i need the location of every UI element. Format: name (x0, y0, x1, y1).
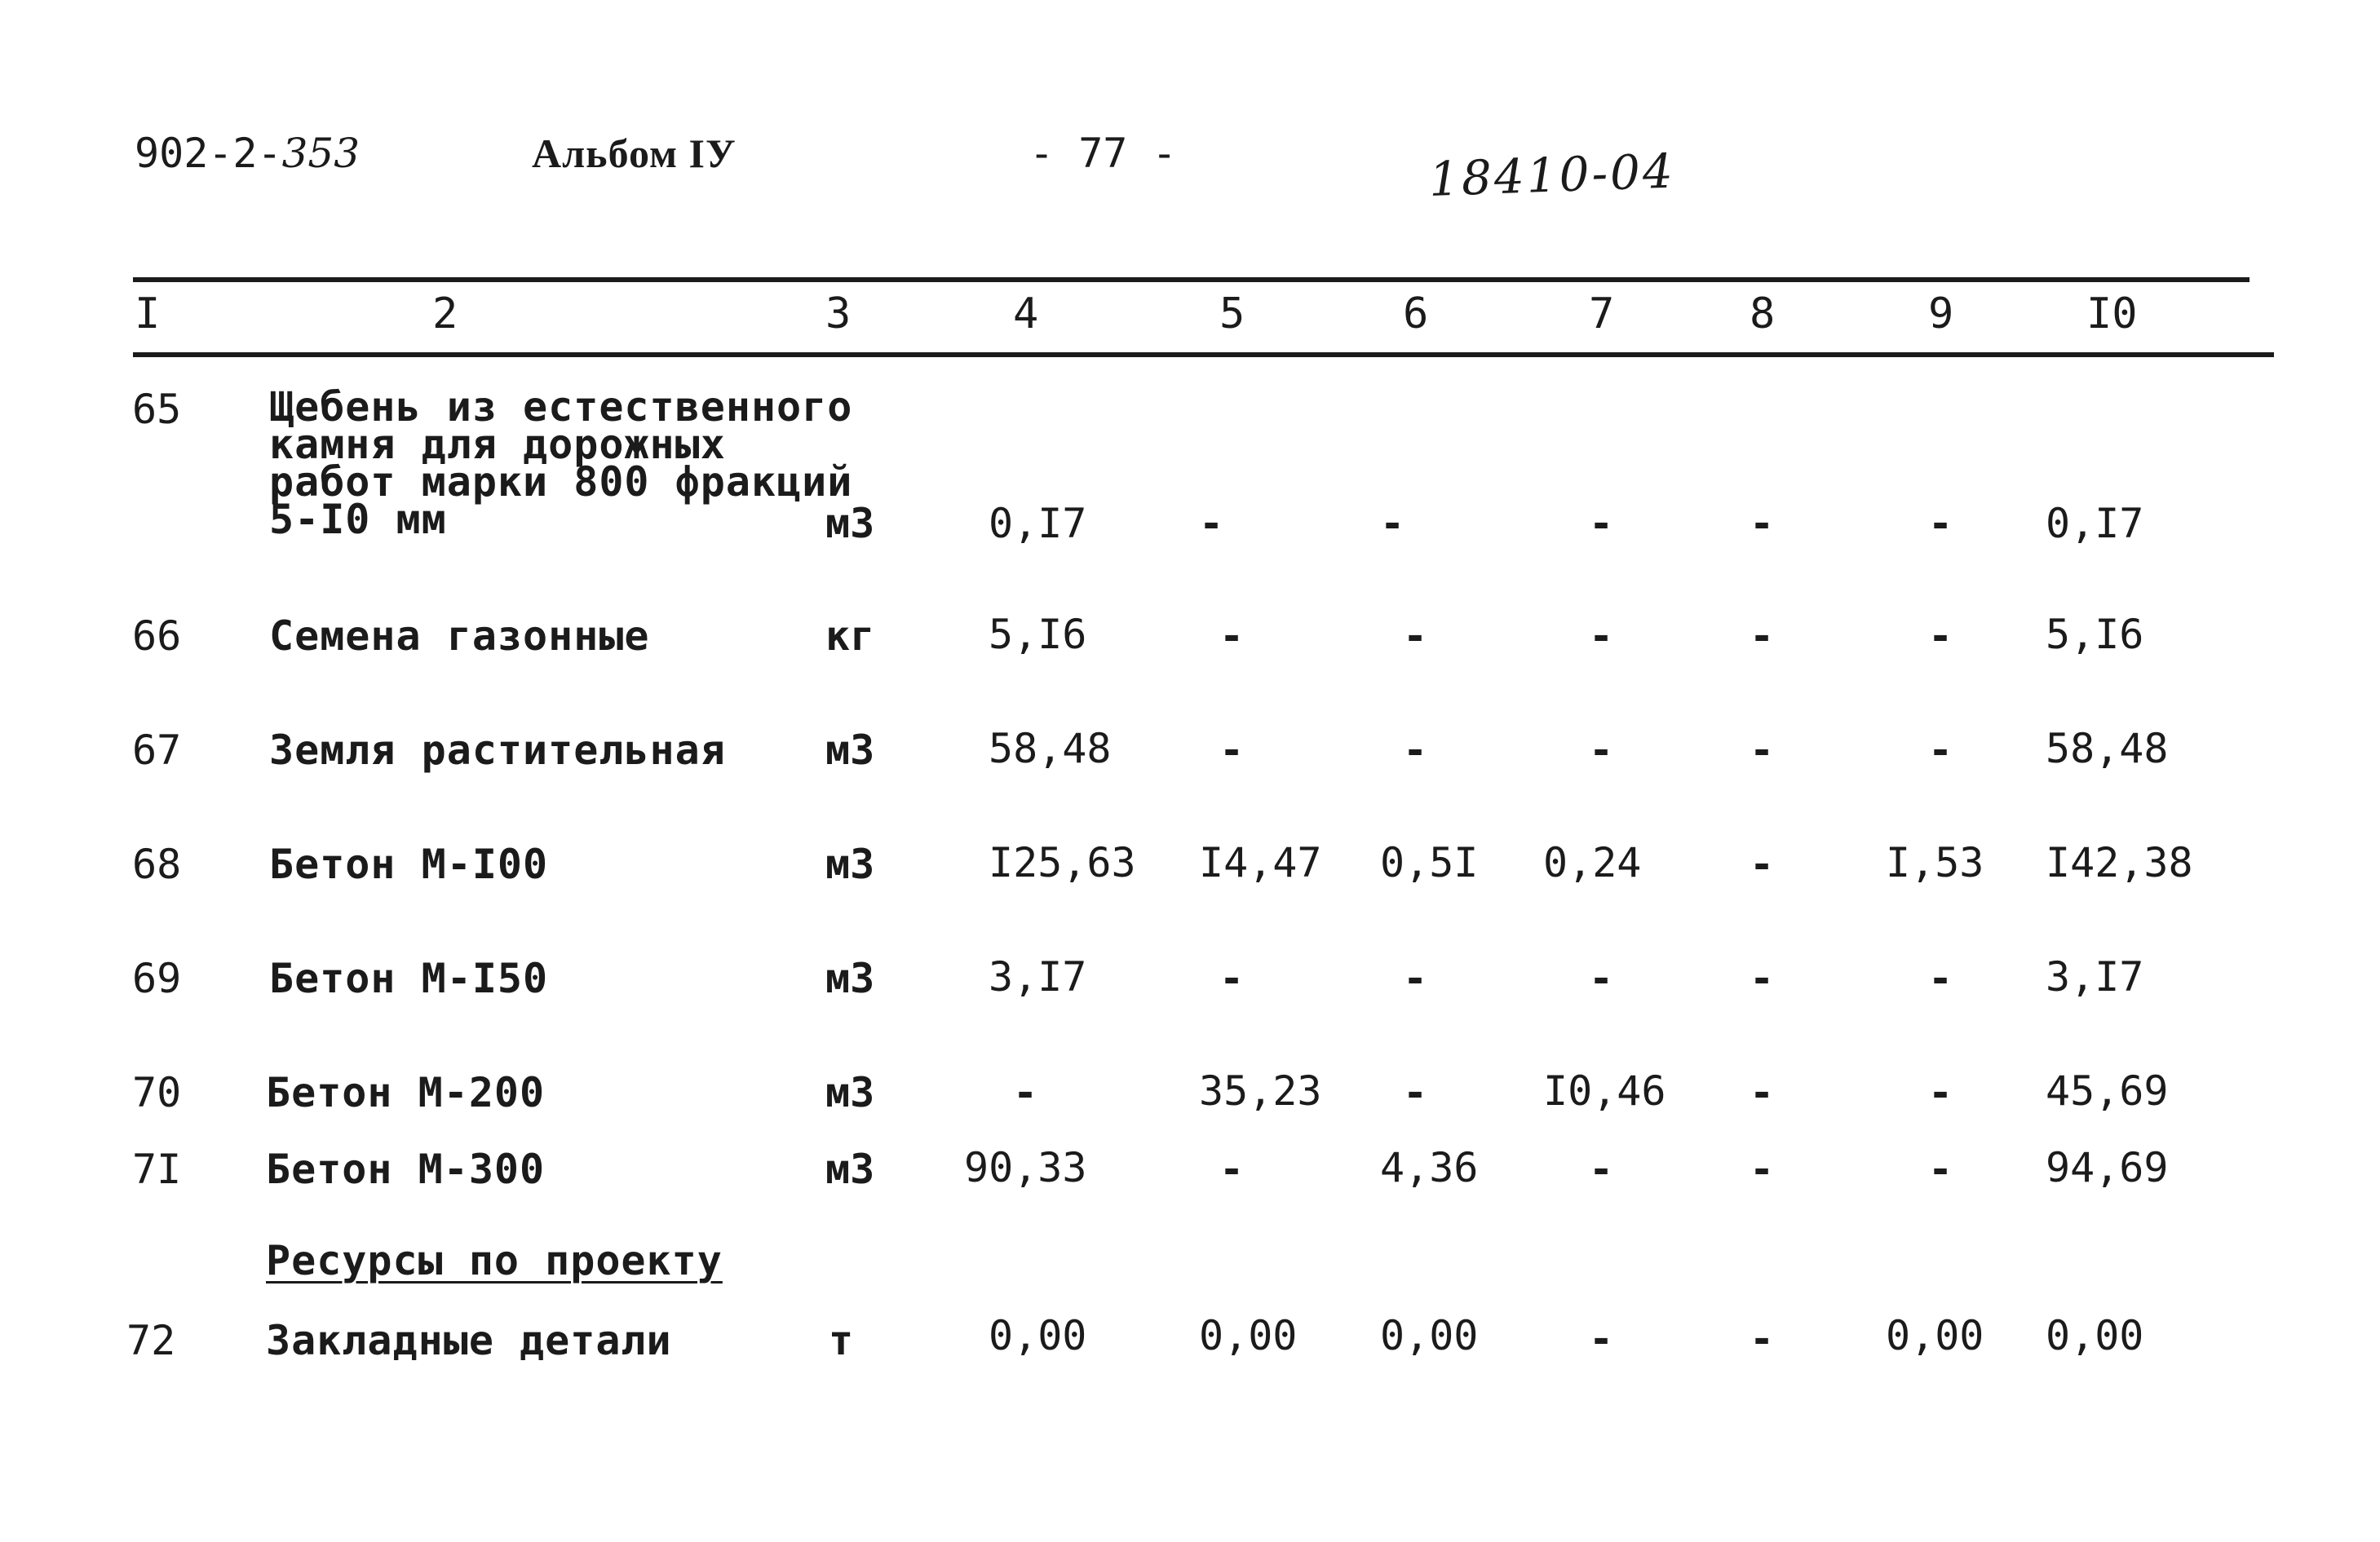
column-number-1: I (135, 289, 161, 338)
row-number: 67 (132, 727, 182, 774)
row-value-col5: - (1219, 955, 1245, 1002)
row-value-col5: - (1199, 500, 1224, 547)
row-number: 69 (132, 955, 182, 1002)
row-value-col7: - (1589, 1315, 1614, 1363)
row-value-col6: 0,00 (1380, 1312, 1479, 1359)
column-number-4: 4 (1013, 289, 1039, 338)
column-number-8: 8 (1750, 289, 1776, 338)
row-unit: м3 (825, 727, 875, 774)
row-name: Семена газонные (269, 612, 650, 660)
row-value-col6: - (1380, 500, 1405, 547)
column-number-2: 2 (432, 289, 458, 338)
row-value-col4: 3,I7 (989, 953, 1087, 1001)
row-value-col8: - (1750, 1069, 1775, 1116)
row-value-col9: - (1928, 612, 1953, 660)
column-number-9: 9 (1928, 289, 1954, 338)
column-number-7: 7 (1589, 289, 1615, 338)
row-value-col4: 58,48 (989, 725, 1112, 772)
row-value-col9: - (1928, 1146, 1953, 1193)
row-value-col9: - (1928, 727, 1953, 774)
row-name: Закладные детали (266, 1317, 672, 1364)
row-value-col7: 0,24 (1543, 839, 1642, 886)
row-value-col6: 4,36 (1380, 1144, 1479, 1191)
row-value-col4: 5,I6 (989, 611, 1087, 658)
row-number: 66 (132, 612, 182, 660)
handwritten-number: 18410-04 (1427, 143, 1676, 207)
row-value-col6: - (1403, 612, 1428, 660)
row-value-col4: 0,00 (989, 1312, 1087, 1359)
row-value-col9: - (1928, 500, 1953, 547)
column-number-3: 3 (825, 289, 852, 338)
row-value-col10: 3,I7 (2046, 953, 2144, 1001)
row-value-col7: - (1589, 955, 1614, 1002)
document-code-handwritten: 353 (281, 130, 361, 177)
row-value-col8: - (1750, 955, 1775, 1002)
row-value-col8: - (1750, 500, 1775, 547)
table-top-rule (133, 277, 2249, 282)
row-value-col5: - (1219, 727, 1245, 774)
row-value-col5: - (1219, 612, 1245, 660)
row-value-col10: I42,38 (2046, 839, 2193, 886)
row-value-col6: 0,5I (1380, 839, 1479, 886)
row-number: 7I (132, 1146, 182, 1193)
document-code (135, 129, 360, 178)
row-name-line: работ марки 800 фракций (269, 458, 853, 506)
row-value-col8: - (1750, 1315, 1775, 1363)
row-value-col8: - (1750, 1146, 1775, 1193)
row-value-col5: I4,47 (1199, 839, 1322, 886)
row-value-col8: - (1750, 727, 1775, 774)
album-label: Альбом IУ (532, 130, 737, 176)
row-name: Бетон М-I00 (269, 841, 549, 888)
row-value-col5: 35,23 (1199, 1067, 1322, 1115)
row-number: 65 (132, 386, 182, 433)
row-unit: м3 (825, 1146, 875, 1193)
row-value-col10: 45,69 (2046, 1067, 2169, 1115)
row-name-line: камня для дорожных (269, 421, 726, 468)
row-value-col7: - (1589, 500, 1614, 547)
row-value-col5: - (1219, 1146, 1245, 1193)
row-name: Бетон М-300 (266, 1146, 546, 1193)
row-value-col10: 0,I7 (2046, 500, 2144, 547)
row-number: 70 (132, 1069, 182, 1116)
row-value-col9: - (1928, 1069, 1953, 1116)
row-value-col9: 0,00 (1886, 1312, 1984, 1359)
row-value-col4: I25,63 (989, 839, 1136, 886)
row-name: Земля растительная (269, 727, 726, 774)
row-value-col10: 58,48 (2046, 725, 2169, 772)
row-number: 72 (126, 1317, 176, 1364)
row-value-col6: - (1403, 1069, 1428, 1116)
row-value-col7: - (1589, 1146, 1614, 1193)
row-value-col9: - (1928, 955, 1953, 1002)
row-unit: м3 (825, 955, 875, 1002)
section-heading: Ресурсы по проекту (266, 1237, 723, 1284)
row-name: Бетон М-I50 (269, 955, 549, 1002)
row-value-col8: - (1750, 841, 1775, 888)
row-value-col10: 5,I6 (2046, 611, 2144, 658)
row-unit: т (829, 1317, 854, 1364)
row-value-col10: 0,00 (2046, 1312, 2144, 1359)
row-value-col9: I,53 (1886, 839, 1984, 886)
row-value-col10: 94,69 (2046, 1144, 2169, 1191)
column-number-5: 5 (1219, 289, 1245, 338)
row-value-col7: - (1589, 727, 1614, 774)
document-code-printed: 902-2- (135, 130, 282, 177)
row-value-col7: I0,46 (1543, 1067, 1666, 1115)
row-value-col4: 90,33 (964, 1144, 1087, 1191)
row-unit: м3 (825, 841, 875, 888)
row-unit: кг (825, 612, 875, 660)
column-number-6: 6 (1403, 289, 1429, 338)
row-value-col5: 0,00 (1199, 1312, 1298, 1359)
page-number: - 77 - (1029, 130, 1177, 177)
row-value-col7: - (1589, 612, 1614, 660)
row-unit: м3 (825, 500, 875, 547)
row-name: Бетон М-200 (266, 1069, 546, 1116)
row-value-col6: - (1403, 727, 1428, 774)
table-header-rule (133, 352, 2274, 357)
row-value-col4: - (1013, 1069, 1038, 1116)
row-name-line: Щебень из естественного (269, 383, 853, 431)
row-number: 68 (132, 841, 182, 888)
column-number-10: I0 (2086, 289, 2138, 338)
row-value-col6: - (1403, 955, 1428, 1002)
row-unit: м3 (825, 1069, 875, 1116)
row-value-col4: 0,I7 (989, 500, 1087, 547)
row-value-col8: - (1750, 612, 1775, 660)
row-name-line: 5-I0 мм (269, 496, 447, 543)
